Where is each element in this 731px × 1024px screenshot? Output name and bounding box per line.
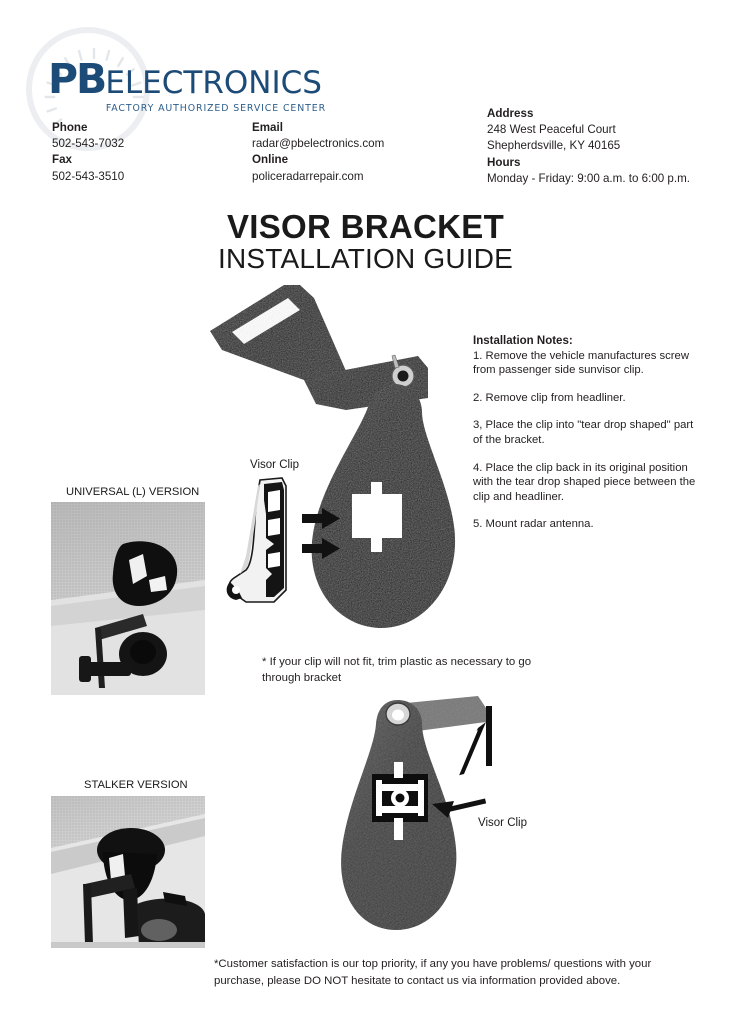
caption-universal-version: UNIVERSAL (L) VERSION (66, 486, 200, 498)
caption-stalker-version: STALKER VERSION (84, 779, 188, 791)
bottom-bracket-figure (336, 688, 516, 933)
installation-step-5: 5. Mount radar antenna. (473, 518, 594, 531)
page-title: VISOR BRACKET (226, 208, 505, 245)
brand-logo (48, 55, 348, 114)
logo-wordmark (48, 55, 348, 103)
bottom-bracket-illustration-icon (336, 688, 521, 938)
caption-visor-clip-top: Visor Clip (250, 459, 299, 471)
arrow-icon-lower (302, 538, 340, 559)
hours-value: Monday - Friday: 9:00 a.m. to 6:00 p.m. (487, 171, 690, 185)
hours-label: Hours (487, 155, 521, 169)
universal-version-photo-icon (51, 502, 205, 695)
stalker-version-photo-icon (51, 796, 205, 948)
installation-step-1: 1. Remove the vehicle manufactures screw from passenger side sunvisor clip. (473, 349, 689, 377)
visor-clip-figure (224, 470, 344, 610)
mounting-hole-icon (386, 703, 410, 725)
phone-label: Phone (52, 121, 88, 134)
online-label: Online (252, 153, 289, 167)
installation-notes (473, 334, 698, 532)
page-subtitle: INSTALLATION GUIDE (217, 243, 514, 274)
email-value[interactable]: radar@pbelectronics.com (252, 137, 385, 151)
address-label: Address (487, 107, 534, 120)
fax-value: 502-543-3510 (52, 169, 125, 183)
photo-universal-version (51, 502, 205, 695)
fax-label: Fax (52, 153, 72, 167)
contact-phone-block (52, 120, 124, 185)
contact-email-block (252, 120, 384, 185)
phone-value: 502-543-7032 (52, 137, 125, 151)
installation-step-2: 2. Remove clip from headliner. (473, 391, 626, 404)
logo-tagline: FACTORY AUTHORIZED SERVICE CENTER (105, 103, 326, 114)
photo-stalker-version (51, 796, 205, 948)
installation-step-3: 3, Place the clip into "tear drop shaped" part of the bracket. (473, 419, 694, 446)
contact-address-block (487, 106, 690, 187)
trim-plastic-note: * If your clip will not fit, trim plastic as necessary to go through bracket (262, 656, 532, 684)
logo-pb-text: PB (48, 55, 106, 103)
email-label: Email (252, 121, 283, 134)
caption-visor-clip-bottom: Visor Clip (478, 817, 527, 829)
address-line-2: Shepherdsville, KY 40165 (487, 139, 621, 153)
online-value[interactable]: policeradarrepair.com (252, 169, 364, 183)
logo-electronics-text: ELECTRONICS (105, 65, 322, 101)
footer-customer-satisfaction-note: *Customer satisfaction is our top priority, if any you have problems/ questions with your purchase, please DO NOT hesitate to contact us via information provided above. (214, 958, 652, 987)
installation-step-4: 4. Place the clip back in its original position with the tear drop shaped piece between the clip and headliner. (473, 461, 696, 503)
address-line-1: 248 West Peaceful Court (487, 123, 616, 137)
visor-clip-icon (224, 470, 349, 615)
installation-notes-heading: Installation Notes: (473, 335, 573, 347)
arrow-icon-upper (302, 508, 340, 529)
